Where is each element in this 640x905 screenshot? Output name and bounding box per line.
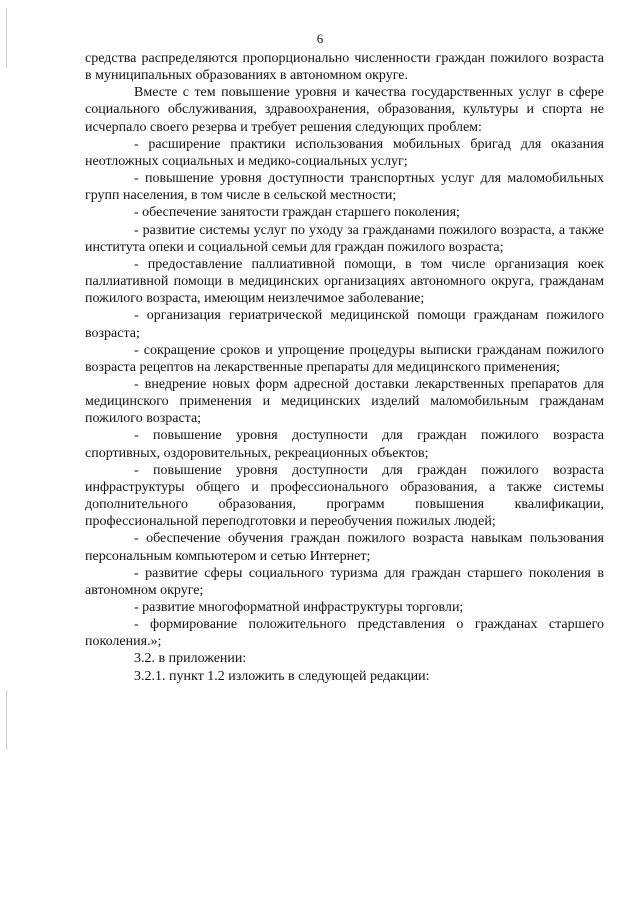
- page-number: 6: [316, 31, 324, 46]
- paragraph: - предоставление паллиативной помощи, в том числе организация коек паллиативной помощи в медицинских организациях автономного округа, гражданам пожилого возраста, имеющим неизлечимое заболевание;: [85, 256, 604, 307]
- paragraph: - повышение уровня доступности для граждан пожилого возраста спортивных, оздоровительных, рекреационных объектов;: [85, 428, 604, 461]
- paragraph: - формирование положительного представления о гражданах старшего поколения.»;: [85, 617, 604, 650]
- paragraph: 3.2.1. пункт 1.2 изложить в следующей редакции:: [134, 668, 430, 684]
- paragraph: - обеспечение обучения граждан пожилого возраста навыкам пользования персональным компьютером и сетью Интернет;: [85, 531, 604, 564]
- paragraph: - развитие многоформатной инфраструктуры торговли;: [134, 600, 464, 615]
- document-body: [85, 50, 604, 685]
- continued-paragraph: средства распределяются пропорционально численности граждан пожилого возраста в муниципальных образованиях в автономном округе.: [85, 51, 604, 84]
- paragraph: - организация гериатрической медицинской помощи гражданам пожилого возраста;: [85, 308, 604, 341]
- paragraph: - внедрение новых форм адресной доставки лекарственных препаратов для медицинского применения и медицинских изделий маломобильным гражданам пожилого возраста;: [85, 376, 604, 427]
- paragraph: - сокращение сроков и упрощение процедуры выписки гражданам пожилого возраста рецептов на лекарственные препараты для медицинского применения;: [85, 342, 604, 375]
- paragraph: 3.2. в приложении:: [134, 651, 247, 667]
- scan-margin-mark-bottom: [6, 690, 7, 750]
- paragraph: - повышение уровня доступности транспортных услуг для маломобильных групп населения, в том числе в сельской местности;: [85, 171, 604, 204]
- paragraph: - повышение уровня доступности для граждан пожилого возраста инфраструктуры общего и профессионального образования, а также системы дополнительного образования, программ повышения квалификации, профессиональной переподготовки и переобучения пожилых людей;: [85, 462, 604, 530]
- paragraph: - развитие системы услуг по уходу за гражданами пожилого возраста, а также института опеки и социальной семьи для граждан пожилого возраста;: [85, 222, 604, 255]
- paragraph: - развитие сферы социального туризма для граждан старшего поколения в автономном округе;: [85, 565, 604, 598]
- paragraph: Вместе с тем повышение уровня и качества государственных услуг в сфере социального обслуживания, здравоохранения, образования, культуры и спорта не исчерпало своего резерва и требует решения следующих проблем:: [85, 85, 604, 135]
- paragraph: - обеспечение занятости граждан старшего поколения;: [134, 205, 460, 221]
- paragraph: - расширение практики использования мобильных бригад для оказания неотложных социальных и медико-социальных услуг;: [85, 136, 604, 169]
